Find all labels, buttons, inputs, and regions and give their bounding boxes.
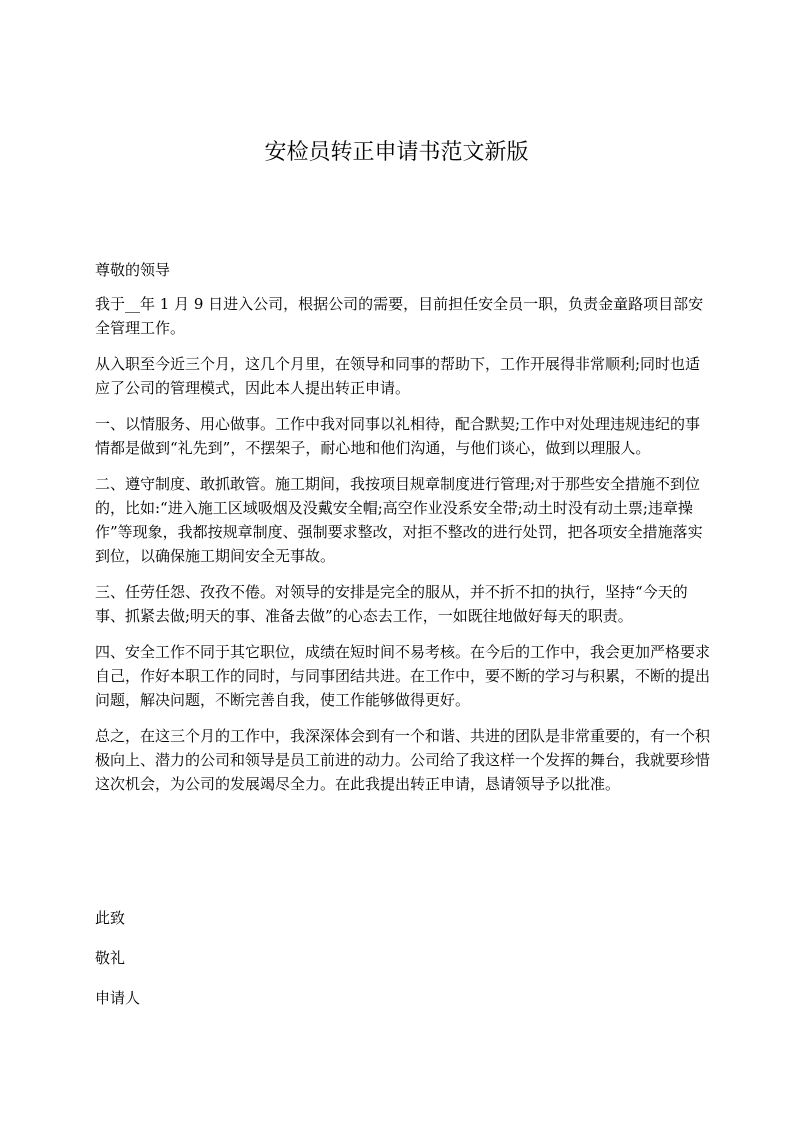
closing-block xyxy=(95,906,395,1026)
salutation: 尊敬的领导 xyxy=(95,261,171,279)
paragraph-conclusion: 总之，在这三个月的工作中，我深深体会到有一个和谐、共进的团队是非常重要的，有一个积极向上、潜力的公司和领导是员工前进的动力。公司给了我这样一个发挥的舞台，我就要珍惜这次机会，为公司的发展竭尽全力。在此我提出转正申请，恳请领导予以批准。 xyxy=(95,727,711,793)
paragraph-point-three: 三、任劳任怨、孜孜不倦。对领导的安排是完全的服从，并不折不扣的执行，坚持“今天的事、抓紧去做;明天的事、准备去做”的心态去工作，一如既往地做好每天的职责。 xyxy=(95,583,688,625)
paragraph-point-four: 四、安全工作不同于其它职位，成绩在短时间不易考核。在今后的工作中，我会更加严格要求自己，作好本职工作的同时，与同事团结共进。在工作中，要不断的学习与积累，不断的提出问题，解决问题，不断完善自我，使工作能够做得更好。 xyxy=(95,643,711,709)
document-title: 安检员转正申请书范文新版 xyxy=(264,140,529,165)
document-body xyxy=(95,258,715,808)
paragraph-point-two: 二、遵守制度、敢抓敢管。施工期间，我按项目规章制度进行管理;对于那些安全措施不到位的，比如:“进入施工区域吸烟及没戴安全帽;高空作业没系安全带;动土时没有动土票;违章操作”等现象，我都按规章制度、强制要求整改，对拒不整改的进行处罚，把各项安全措施落实到位，以确保施工期间安全无事故。 xyxy=(95,475,703,565)
closing-cizhi: 此致 xyxy=(95,909,126,927)
paragraph-probation-summary: 从入职至今近三个月，这几个月里，在领导和同事的帮助下，工作开展得非常顺利;同时也适应了公司的管理模式，因此本人提出转正申请。 xyxy=(95,355,701,397)
closing-jingli: 敬礼 xyxy=(95,949,126,967)
paragraph-entry-intro: 我于__年 1 月 9 日进入公司，根据公司的需要，目前担任安全员一职，负责金童路项目部安全管理工作。 xyxy=(95,295,704,337)
closing-applicant: 申请人 xyxy=(95,989,141,1007)
paragraph-point-one: 一、以情服务、用心做事。工作中我对同事以礼相待，配合默契;工作中对处理违规违纪的事情都是做到“礼先到”，不摆架子，耐心地和他们沟通，与他们谈心，做到以理服人。 xyxy=(95,415,701,457)
